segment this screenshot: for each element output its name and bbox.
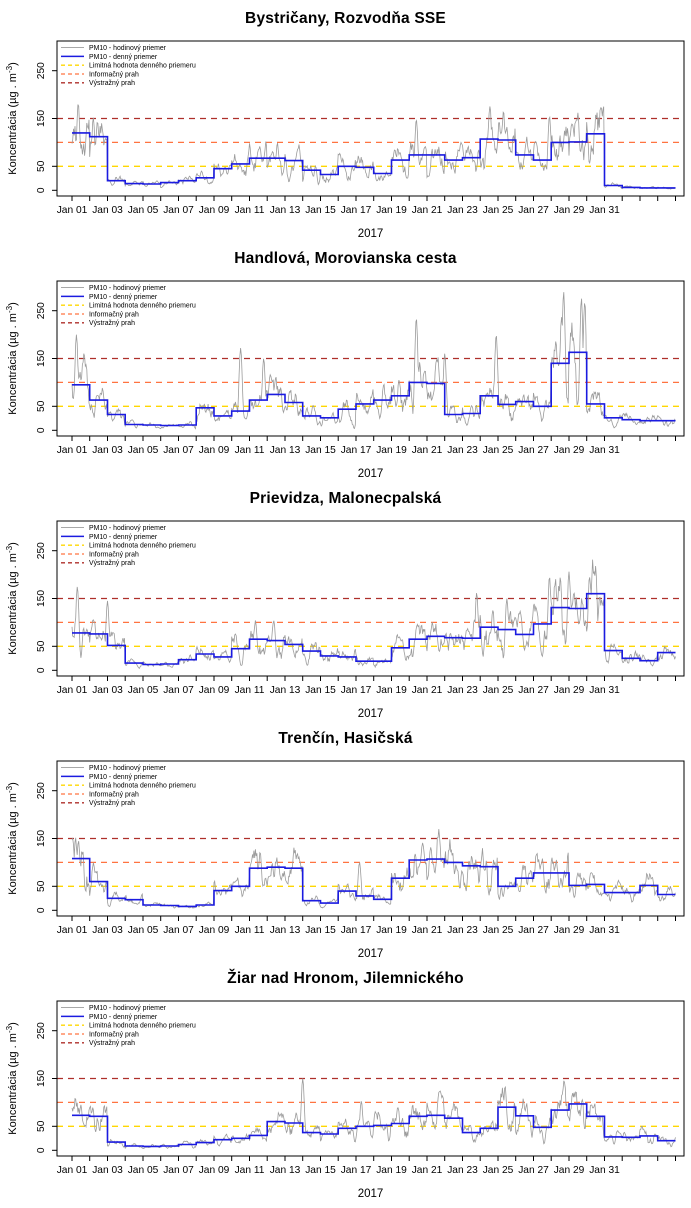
y-tick-label: 250 xyxy=(36,1022,47,1040)
daily-line xyxy=(72,133,676,188)
x-tick-label: Jan 19 xyxy=(376,445,407,456)
chart-canvas-holder xyxy=(0,992,691,1208)
chart-title: Prievidza, Malonecpalská xyxy=(249,490,442,507)
threshold-lines xyxy=(57,1079,684,1127)
y-axis xyxy=(5,1022,57,1153)
x-tick-label: Jan 09 xyxy=(198,1165,230,1176)
chart-title: Žiar nad Hronom, Jilemnického xyxy=(227,970,464,987)
hourly-line xyxy=(72,1079,676,1149)
legend-label: PM10 - hodinový priemer xyxy=(89,1005,166,1012)
x-tick-label: Jan 15 xyxy=(305,205,336,216)
y-tick-label: 150 xyxy=(36,110,47,127)
y-tick-label: 0 xyxy=(36,187,47,194)
legend-label: Limitná hodnota denného priemeru xyxy=(89,782,196,790)
y-axis-title: Koncentrácia (µg . $m^{-3}$) xyxy=(5,62,19,175)
y-axis xyxy=(5,62,57,193)
chart-canvas xyxy=(0,512,691,728)
x-tick-label: Jan 23 xyxy=(447,1165,478,1176)
x-tick-label: Jan 07 xyxy=(163,445,194,456)
x-tick-label: Jan 29 xyxy=(553,1165,585,1176)
x-tick-label: Jan 21 xyxy=(411,925,443,936)
x-tick-label: Jan 13 xyxy=(269,445,301,456)
x-tick-label: Jan 29 xyxy=(553,445,585,456)
x-axis-title: 2017 xyxy=(357,228,384,240)
x-tick-label: Jan 23 xyxy=(447,445,478,456)
x-tick-label: Jan 09 xyxy=(198,445,230,456)
legend-label: PM10 - hodinový priemer xyxy=(89,285,166,292)
legend-label: PM10 - denný priemer xyxy=(89,53,158,61)
legend-label: Limitná hodnota denného priemeru xyxy=(89,542,196,550)
y-tick-label: 250 xyxy=(36,62,47,80)
legend-label: PM10 - denný priemer xyxy=(89,293,158,301)
y-tick-label: 150 xyxy=(36,1070,47,1087)
x-tick-label: Jan 29 xyxy=(553,205,585,216)
legend-label: PM10 - hodinový priemer xyxy=(89,765,166,772)
y-tick-label: 50 xyxy=(36,400,47,412)
x-tick-label: Jan 15 xyxy=(305,1165,336,1176)
x-tick-label: Jan 09 xyxy=(198,205,230,216)
x-tick-label: Jan 17 xyxy=(340,205,372,216)
x-tick-label: Jan 27 xyxy=(518,445,549,456)
y-axis xyxy=(5,782,57,913)
chart-section-trencin xyxy=(0,720,691,960)
x-tick-label: Jan 11 xyxy=(234,1165,265,1176)
x-tick-label: Jan 31 xyxy=(589,925,620,936)
chart-section-ziar xyxy=(0,960,691,1200)
y-tick-label: 250 xyxy=(36,542,47,560)
legend xyxy=(61,1005,196,1047)
y-axis-title: Koncentrácia (µg . $m^{-3}$) xyxy=(5,1022,19,1135)
x-tick-label: Jan 11 xyxy=(234,685,265,696)
x-tick-label: Jan 23 xyxy=(447,685,478,696)
chart-section-bystricany xyxy=(0,0,691,240)
x-tick-label: Jan 03 xyxy=(92,685,123,696)
x-tick-label: Jan 03 xyxy=(92,445,123,456)
x-tick-label: Jan 11 xyxy=(234,445,265,456)
x-tick-label: Jan 21 xyxy=(411,1165,443,1176)
legend xyxy=(61,285,196,327)
legend-label: Výstražný prah xyxy=(89,1040,135,1048)
x-tick-label: Jan 13 xyxy=(269,685,301,696)
y-tick-label: 150 xyxy=(36,350,47,367)
legend-label: Limitná hodnota denného priemeru xyxy=(89,302,196,310)
y-tick-label: 0 xyxy=(36,907,47,914)
x-tick-label: Jan 05 xyxy=(127,685,159,696)
chart-canvas-holder xyxy=(0,272,691,488)
x-tick-label: Jan 17 xyxy=(340,1165,372,1176)
x-tick-label: Jan 13 xyxy=(269,205,301,216)
x-tick-label: Jan 19 xyxy=(376,1165,407,1176)
chart-section-handlova xyxy=(0,240,691,480)
x-tick-label: Jan 09 xyxy=(198,925,230,936)
x-axis xyxy=(57,676,676,720)
x-tick-label: Jan 27 xyxy=(518,205,549,216)
x-tick-label: Jan 17 xyxy=(340,925,372,936)
x-tick-label: Jan 25 xyxy=(482,1165,514,1176)
legend-label: Informačný prah xyxy=(89,71,139,79)
y-tick-label: 0 xyxy=(36,427,47,434)
y-tick-label: 50 xyxy=(36,160,47,172)
threshold-lines xyxy=(57,599,684,647)
y-tick-label: 250 xyxy=(36,782,47,800)
y-axis xyxy=(5,542,57,673)
x-tick-label: Jan 05 xyxy=(127,925,159,936)
y-tick-label: 150 xyxy=(36,590,47,607)
chart-canvas xyxy=(0,752,691,968)
x-tick-label: Jan 31 xyxy=(589,205,620,216)
legend-label: Informačný prah xyxy=(89,311,139,319)
legend-label: PM10 - denný priemer xyxy=(89,533,158,541)
x-tick-label: Jan 17 xyxy=(340,445,372,456)
y-axis-title: Koncentrácia (µg . $m^{-3}$) xyxy=(5,302,19,415)
x-tick-label: Jan 31 xyxy=(589,1165,620,1176)
legend xyxy=(61,45,196,87)
x-tick-label: Jan 29 xyxy=(553,925,585,936)
chart-title: Bystričany, Rozvodňa SSE xyxy=(245,10,446,27)
x-tick-label: Jan 01 xyxy=(56,925,88,936)
legend xyxy=(61,525,196,567)
x-tick-label: Jan 05 xyxy=(127,205,159,216)
x-axis xyxy=(57,916,676,960)
legend-label: Výstražný prah xyxy=(89,320,135,328)
x-tick-label: Jan 23 xyxy=(447,925,478,936)
y-axis-title: Koncentrácia (µg . $m^{-3}$) xyxy=(5,542,19,655)
x-tick-label: Jan 27 xyxy=(518,925,549,936)
x-tick-label: Jan 13 xyxy=(269,925,301,936)
y-tick-label: 150 xyxy=(36,830,47,847)
x-tick-label: Jan 01 xyxy=(56,1165,88,1176)
legend-label: Informačný prah xyxy=(89,1031,139,1039)
x-tick-label: Jan 11 xyxy=(234,925,265,936)
legend-label: Výstražný prah xyxy=(89,800,135,808)
y-tick-label: 50 xyxy=(36,880,47,892)
x-tick-label: Jan 25 xyxy=(482,445,514,456)
x-tick-label: Jan 03 xyxy=(92,205,123,216)
x-tick-label: Jan 01 xyxy=(56,205,88,216)
x-tick-label: Jan 27 xyxy=(518,685,549,696)
x-tick-label: Jan 25 xyxy=(482,685,514,696)
daily-line xyxy=(72,859,676,907)
legend-label: Výstražný prah xyxy=(89,560,135,568)
x-axis-title: 2017 xyxy=(357,948,384,960)
x-tick-label: Jan 07 xyxy=(163,205,194,216)
x-tick-label: Jan 13 xyxy=(269,1165,301,1176)
hourly-line xyxy=(72,560,676,669)
x-tick-label: Jan 15 xyxy=(305,925,336,936)
x-axis xyxy=(57,196,676,240)
y-tick-label: 0 xyxy=(36,1147,47,1154)
x-tick-label: Jan 01 xyxy=(56,445,88,456)
x-tick-label: Jan 11 xyxy=(234,205,265,216)
x-axis-title: 2017 xyxy=(357,1188,384,1200)
chart-canvas xyxy=(0,32,691,248)
y-axis-title: Koncentrácia (µg . $m^{-3}$) xyxy=(5,782,19,895)
x-axis-title: 2017 xyxy=(357,708,384,720)
legend-label: Informačný prah xyxy=(89,791,139,799)
x-tick-label: Jan 15 xyxy=(305,685,336,696)
legend-label: Výstražný prah xyxy=(89,80,135,88)
legend xyxy=(61,765,196,807)
x-tick-label: Jan 27 xyxy=(518,1165,549,1176)
daily-line xyxy=(72,1104,676,1147)
chart-canvas-holder xyxy=(0,32,691,248)
x-tick-label: Jan 29 xyxy=(553,685,585,696)
x-tick-label: Jan 21 xyxy=(411,205,443,216)
x-tick-label: Jan 25 xyxy=(482,205,514,216)
legend-label: PM10 - denný priemer xyxy=(89,773,158,781)
legend-label: Limitná hodnota denného priemeru xyxy=(89,1022,196,1030)
x-tick-label: Jan 07 xyxy=(163,925,194,936)
x-tick-label: Jan 19 xyxy=(376,925,407,936)
legend-label: PM10 - denný priemer xyxy=(89,1013,158,1021)
chart-canvas xyxy=(0,992,691,1208)
hourly-line xyxy=(72,292,676,429)
x-tick-label: Jan 19 xyxy=(376,685,407,696)
x-axis xyxy=(57,1156,676,1200)
x-tick-label: Jan 19 xyxy=(376,205,407,216)
chart-canvas xyxy=(0,272,691,488)
y-tick-label: 0 xyxy=(36,667,47,674)
chart-title: Handlová, Morovianska cesta xyxy=(234,250,457,267)
x-tick-label: Jan 31 xyxy=(589,445,620,456)
chart-canvas-holder xyxy=(0,752,691,968)
legend-label: Limitná hodnota denného priemeru xyxy=(89,62,196,70)
x-tick-label: Jan 07 xyxy=(163,1165,194,1176)
chart-title: Trenčín, Hasičská xyxy=(278,730,413,747)
legend-label: Informačný prah xyxy=(89,551,139,559)
legend-label: PM10 - hodinový priemer xyxy=(89,45,166,52)
x-axis xyxy=(57,436,676,480)
x-tick-label: Jan 03 xyxy=(92,1165,123,1176)
y-tick-label: 50 xyxy=(36,1120,47,1132)
x-tick-label: Jan 09 xyxy=(198,685,230,696)
x-tick-label: Jan 07 xyxy=(163,685,194,696)
threshold-lines xyxy=(57,119,684,167)
daily-line xyxy=(72,352,676,425)
x-tick-label: Jan 21 xyxy=(411,445,443,456)
y-tick-label: 250 xyxy=(36,302,47,320)
x-tick-label: Jan 21 xyxy=(411,685,443,696)
x-tick-label: Jan 15 xyxy=(305,445,336,456)
x-tick-label: Jan 05 xyxy=(127,1165,159,1176)
x-tick-label: Jan 03 xyxy=(92,925,123,936)
legend-label: PM10 - hodinový priemer xyxy=(89,525,166,532)
x-axis-title: 2017 xyxy=(357,468,384,480)
y-axis xyxy=(5,302,57,433)
x-tick-label: Jan 31 xyxy=(589,685,620,696)
hourly-line xyxy=(72,105,676,190)
daily-line xyxy=(72,594,676,665)
x-tick-label: Jan 01 xyxy=(56,685,88,696)
x-tick-label: Jan 05 xyxy=(127,445,159,456)
x-tick-label: Jan 25 xyxy=(482,925,514,936)
chart-section-prievidza xyxy=(0,480,691,720)
x-tick-label: Jan 23 xyxy=(447,205,478,216)
y-tick-label: 50 xyxy=(36,640,47,652)
x-tick-label: Jan 17 xyxy=(340,685,372,696)
chart-canvas-holder xyxy=(0,512,691,728)
